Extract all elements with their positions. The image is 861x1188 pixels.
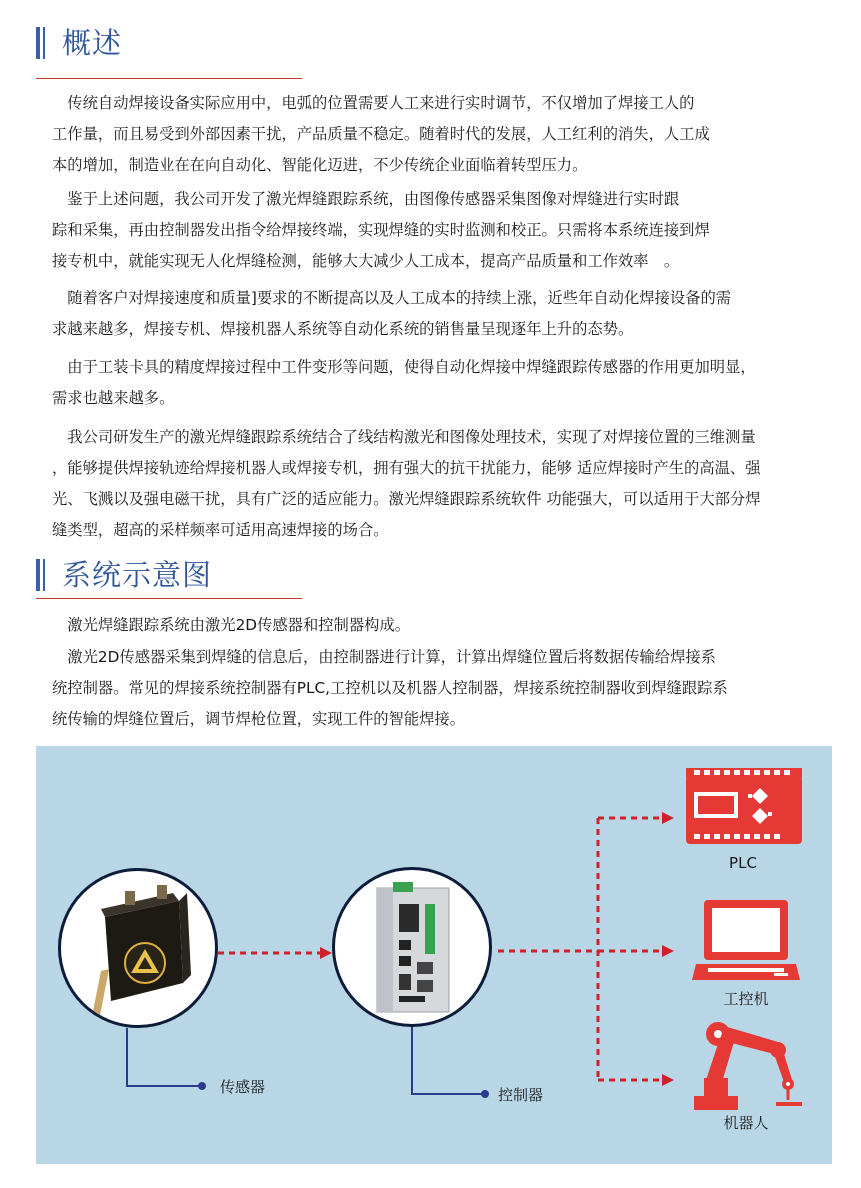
paragraph-3 — [52, 283, 842, 345]
text-line: 接专机中，就能实现无人化焊缝检测，能够大大减少人工成本，提高产品质量和工作效率 。 — [52, 252, 680, 270]
ipc-label: 工控机 — [723, 990, 769, 1008]
paragraph-5 — [52, 422, 842, 546]
text-line: 统控制器。常见的焊接系统控制器有PLC,工控机以及机器人控制器，焊接系统控制器收到焊缝跟踪系 — [52, 679, 728, 697]
text-line: 随着客户对焊接速度和质量]要求的不断提高以及人工成本的持续上涨，近些年自动化焊接设备的需 — [52, 289, 732, 307]
arrowhead — [662, 945, 674, 957]
text-line: 求越来越多，焊接专机、焊接机器人系统等自动化系统的销售量呈现逐年上升的态势。 — [52, 320, 634, 338]
text-line: ，能够提供焊接轨迹给焊接机器人或焊接专机，拥有强大的抗干扰能力，能够 适应焊接时产生的高温、强 — [52, 459, 761, 477]
section-title: 概述 — [62, 26, 123, 60]
controller-label: 控制器 — [498, 1086, 544, 1104]
sensor-circle — [58, 868, 218, 1028]
section-bar-thin — [43, 27, 45, 59]
section-rule — [36, 78, 302, 79]
paragraph-6 — [52, 610, 842, 641]
controller-circle — [332, 867, 492, 1027]
text-line: 由于工装卡具的精度焊接过程中工件变形等问题，使得自动化焊接中焊缝跟踪传感器的作用更加明显， — [52, 358, 756, 376]
leader-dot — [198, 1082, 206, 1090]
text-line: 统传输的焊缝位置后，调节焊枪位置，实现工件的智能焊接。 — [52, 710, 466, 728]
robot-label: 机器人 — [723, 1114, 769, 1132]
text-line: 工作量，而且易受到外部因素干扰，产品质量不稳定。随着时代的发展，人工红利的消失，人工成 — [52, 125, 710, 143]
text-line: 我公司研发生产的激光焊缝跟踪系统结合了线结构激光和图像处理技术，实现了对焊接位置的三维测量 — [52, 428, 756, 446]
text-line: 缝类型，超高的采样频率可适用高速焊接的场合。 — [52, 521, 389, 539]
section-rule — [36, 598, 302, 599]
paragraph-7 — [52, 642, 842, 735]
plc-icon — [684, 768, 804, 850]
paragraph-4 — [52, 352, 842, 414]
paragraph-2 — [52, 184, 842, 277]
text-line: 本的增加，制造业在在向自动化、智能化迈进，不少传统企业面临着转型压力。 — [52, 156, 588, 174]
text-line: 需求也越来越多。 — [52, 389, 175, 407]
arrowhead — [662, 1074, 674, 1086]
controller-device-icon — [335, 870, 489, 1024]
section-bar-thin — [43, 559, 45, 591]
section-title: 系统示意图 — [62, 558, 213, 592]
sensor-label-leader — [127, 1028, 200, 1086]
section-bar — [36, 27, 40, 59]
robot-arm-icon — [688, 1018, 806, 1112]
text-line: 鉴于上述问题，我公司开发了激光焊缝跟踪系统，由图像传感器采集图像对焊缝进行实时跟 — [52, 190, 680, 208]
text-line: 光、飞溅以及强电磁干扰，具有广泛的适应能力。激光焊缝跟踪系统软件 功能强大，可以适用于大部分焊 — [52, 490, 761, 508]
industrial-pc-icon — [690, 898, 802, 984]
arrowhead — [662, 812, 674, 824]
controller-label-leader — [412, 1026, 482, 1094]
section-bar — [36, 559, 40, 591]
text-line: 传统自动焊接设备实际应用中，电弧的位置需要人工来进行实时调节，不仅增加了焊接工人的 — [52, 94, 695, 112]
sensor-label: 传感器 — [220, 1078, 266, 1096]
text-line: 激光焊缝跟踪系统由激光2D传感器和控制器构成。 — [52, 616, 411, 634]
sensor-device-icon — [61, 871, 215, 1025]
paragraph-1 — [52, 88, 842, 181]
arrowhead — [320, 947, 332, 959]
text-line: 激光2D传感器采集到焊缝的信息后，由控制器进行计算，计算出焊缝位置后将数据传输给焊接系 — [52, 648, 716, 666]
text-line: 踪和采集，再由控制器发出指令给焊接终端，实现焊缝的实时监测和校正。只需将本系统连接到焊 — [52, 221, 710, 239]
plc-label: PLC — [729, 854, 757, 872]
leader-dot — [481, 1090, 489, 1098]
system-diagram — [36, 746, 832, 1164]
